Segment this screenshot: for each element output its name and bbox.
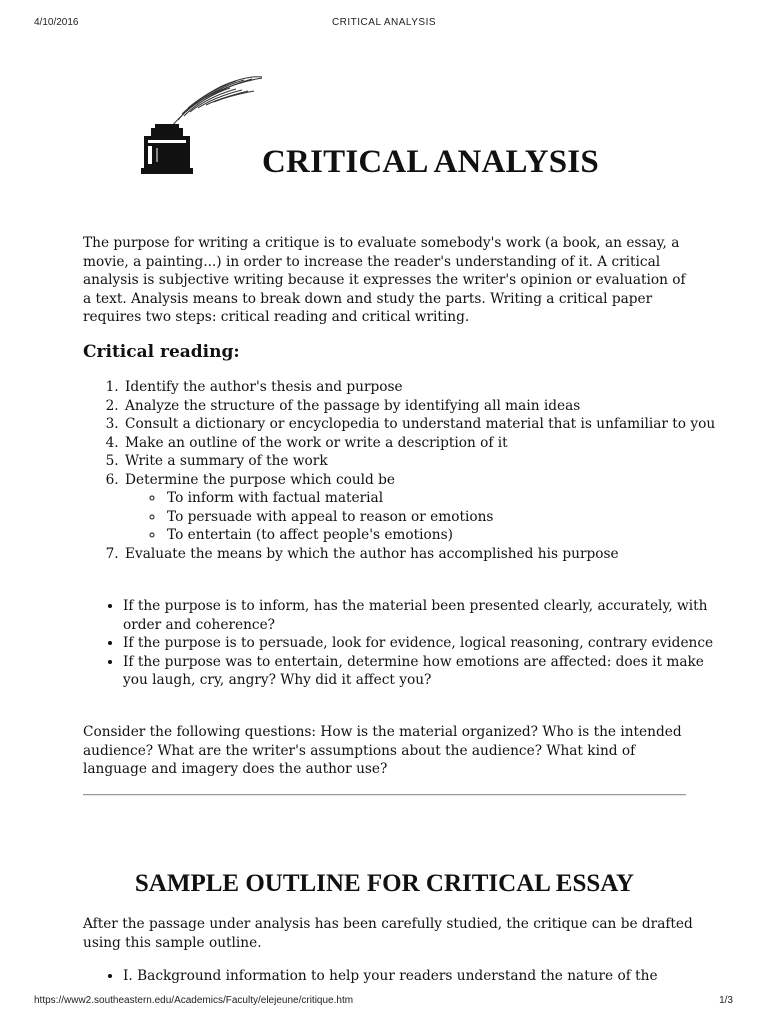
source-url: https://www2.southeastern.edu/Academics/Faculty/elejeune/critique.htm xyxy=(34,995,354,1006)
sub-list-item: ◦ To entertain (to affect people's emotions) xyxy=(165,526,723,545)
list-item: 1. Identify the author's thesis and purpose xyxy=(123,378,723,397)
critical-reading-steps xyxy=(83,378,723,563)
purpose-sublist xyxy=(125,489,723,545)
sub-list-item: ◦ To inform with factual material xyxy=(165,489,723,508)
list-item: 7. Evaluate the means by which the author has accomplished his purpose xyxy=(123,545,723,564)
sample-outline-intro: After the passage under analysis has been carefully studied, the critique can be drafted using this sample outline. xyxy=(83,916,693,951)
list-item: 5. Write a summary of the work xyxy=(123,452,723,471)
sample-outline-heading: SAMPLE OUTLINE FOR CRITICAL ESSAY xyxy=(134,870,635,897)
list-item: 2. Analyze the structure of the passage by identifying all main ideas xyxy=(123,397,723,416)
list-item: 4. Make an outline of the work or write a description of it xyxy=(123,434,723,453)
sample-outline-list xyxy=(83,967,723,986)
page-number: 1/3 xyxy=(719,995,733,1006)
bullet-item: • I. Background information to help your readers understand the nature of the xyxy=(123,967,723,986)
bullet-item: • If the purpose is to inform, has the material been presented clearly, accurately, with order and coherence? xyxy=(123,597,723,634)
horizontal-divider xyxy=(83,794,686,796)
bullet-item: • If the purpose was to entertain, determine how emotions are affected: does it make you laugh, cry, angry? Why did it affect you? xyxy=(123,653,723,690)
consider-paragraph: Consider the following questions: How is the material organized? Who is the intended audience? What are the writer's assumptions about the audience? What kind of language and imagery does the author use? xyxy=(83,724,682,777)
print-header-title: CRITICAL ANALYSIS xyxy=(331,17,437,28)
list-item-purpose xyxy=(123,471,723,545)
bullet-item: • If the purpose is to persuade, look for evidence, logical reasoning, contrary evidence xyxy=(123,634,723,653)
sub-list-item: ◦ To persuade with appeal to reason or emotions xyxy=(165,508,723,527)
critical-reading-heading: Critical reading: xyxy=(83,342,240,362)
page-title: CRITICAL ANALYSIS xyxy=(262,144,599,180)
evaluation-bullets xyxy=(83,597,723,690)
intro-paragraph: The purpose for writing a critique is to evaluate somebody's work (a book, an essay, a movie, a painting...) in order to increase the reader's understanding of it. A critical analysis is subjective writing because it expresses the writer's opinion or evaluation of a text. Analysis means to break down and study the parts. Writing a critical paper requires two steps: critical reading and critical writing. xyxy=(83,235,686,325)
list-item-text: Determine the purpose which could be xyxy=(125,471,396,488)
inkwell-quill-icon xyxy=(138,74,266,178)
print-date: 4/10/2016 xyxy=(34,17,79,28)
list-item: 3. Consult a dictionary or encyclopedia to understand material that is unfamiliar to you xyxy=(123,415,723,434)
